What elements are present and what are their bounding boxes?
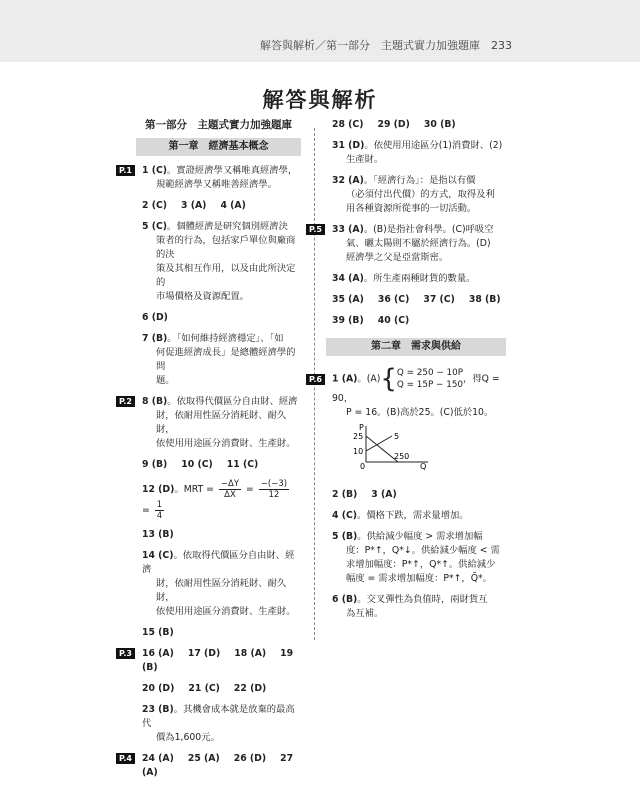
- answer-12: [136, 479, 301, 521]
- chapter-heading-2: 第二章 需求與供給: [326, 338, 506, 356]
- answer-key: 23 (B): [142, 704, 174, 715]
- answer-explanation: 。依取得代價區分自由財、經濟: [142, 550, 295, 575]
- page-header: [0, 0, 640, 62]
- answer-key: 24 (A): [142, 753, 174, 764]
- answer-key: 4 (A): [220, 200, 246, 211]
- answer-key: 31 (D): [332, 140, 365, 151]
- answer-key: 36 (C): [377, 294, 410, 305]
- answer-row: [136, 458, 301, 472]
- answer-13: [136, 528, 301, 542]
- page-badge: P.3: [116, 648, 135, 659]
- page-title: 解答與解析: [262, 87, 378, 112]
- answer-key: 3 (A): [181, 200, 207, 211]
- answer-explanation: 。依使用用途區分(1)消費財、(2): [364, 140, 503, 151]
- answer-key: 12 (D): [142, 484, 175, 495]
- answer-key: 20 (D): [142, 683, 175, 694]
- answer-34: [326, 272, 506, 286]
- answer-14: [136, 549, 301, 619]
- answer-explanation: 。交叉彈性為負值時，兩財貨互: [357, 594, 488, 605]
- answer-key: 4 (C): [332, 510, 358, 521]
- answer-row: [119, 752, 301, 780]
- answer-7: [136, 332, 301, 388]
- answer-6: [136, 311, 301, 325]
- answer-key: 17 (D): [187, 648, 221, 659]
- answer-key: 27 (A): [142, 753, 294, 778]
- answer-c2-6: [326, 593, 506, 621]
- answer-explanation: 策及其相互作用，以及由此所決定的: [156, 263, 296, 288]
- page-badge: P.4: [116, 753, 135, 764]
- answer-key: 21 (C): [188, 683, 220, 694]
- answer-explanation: 。其機會成本就是放棄的最高代: [142, 704, 295, 729]
- answer-row: [326, 293, 506, 307]
- answer-explanation: 。價格下跌，需求量增加。: [357, 510, 469, 521]
- answer-key: 16 (A): [142, 648, 174, 659]
- answer-explanation: 。實證經濟學又稱唯真經濟學，: [167, 165, 298, 176]
- page-badge: P.1: [116, 165, 135, 176]
- answer-key: 30 (B): [423, 119, 456, 130]
- answer-explanation: 。「經濟行為」：是指以有價: [363, 175, 476, 186]
- answer-key: 38 (B): [468, 294, 501, 305]
- answer-key: 1 (C): [142, 165, 168, 176]
- fraction: $\frac{-(-3)}{12}$: [260, 479, 288, 500]
- tick-label: 5: [394, 432, 400, 441]
- answer-key: 26 (D): [233, 753, 267, 764]
- x-axis-label: Q: [420, 462, 427, 470]
- answer-key: 35 (A): [332, 294, 364, 305]
- origin-label: 0: [360, 462, 366, 470]
- answer-key: 22 (D): [233, 683, 267, 694]
- answer-key: 29 (D): [377, 119, 410, 130]
- answer-32: [326, 174, 506, 216]
- answer-key: 10 (C): [181, 459, 213, 470]
- answer-explanation: 規範經濟學又稱唯善經濟學。: [156, 179, 277, 190]
- answer-explanation: 為互補。: [346, 608, 384, 619]
- answer-key: 2 (C): [142, 200, 168, 211]
- answer-31: [326, 139, 506, 167]
- answer-33: [309, 223, 506, 265]
- answer-row: [326, 118, 506, 132]
- answer-key: 33 (A): [332, 224, 364, 235]
- answer-key: 15 (B): [142, 627, 174, 638]
- answer-key: 40 (C): [377, 315, 410, 326]
- answer-key: 34 (A): [332, 273, 364, 284]
- answer-key: 37 (C): [423, 294, 455, 305]
- answer-explanation: 求增加幅度：P*↑，Q*↑。供給減少: [346, 559, 496, 570]
- answer-key: 1 (A): [332, 373, 358, 385]
- answer-5: [136, 220, 301, 304]
- answer-explanation: 。依取得代價區分自由財、經濟: [167, 396, 298, 407]
- page-badge: P.2: [116, 396, 135, 407]
- answer-key: 19 (B): [142, 648, 294, 673]
- answer-key: 3 (A): [371, 489, 397, 500]
- answer-key: 39 (B): [332, 315, 364, 326]
- answer-explanation: （必須付出代價）的方式，取得及利: [346, 189, 495, 200]
- answer-key: 32 (A): [332, 175, 364, 186]
- answer-key: 11 (C): [226, 459, 259, 470]
- equals-sign: =: [142, 505, 150, 516]
- answer-explanation: 何促進經濟成長」是總體經濟學的問: [156, 347, 296, 372]
- left-column: [119, 118, 301, 787]
- answer-explanation: 。(A): [357, 373, 381, 385]
- right-column: [309, 118, 506, 628]
- answer-explanation: 用各種資源所從事的一切活動。: [346, 203, 477, 214]
- answer-explanation: 財，依耐用性區分消耗財、耐久財，: [156, 410, 287, 435]
- answer-explanation: 價為1,600元。: [156, 732, 220, 743]
- equation-system: Q = 250 − 10P Q = 15P − 150: [396, 368, 464, 390]
- answer-explanation: 。供給減少幅度 > 需求增加幅: [357, 531, 483, 542]
- answer-key: 2 (B): [332, 489, 358, 500]
- answer-explanation: P = 16。(B)高於25。(C)低於10。: [346, 407, 494, 418]
- page-badge: P.6: [306, 374, 325, 385]
- answer-row: [326, 488, 506, 502]
- answer-row: [326, 314, 506, 328]
- answer-c2-5: [326, 530, 506, 586]
- supply-demand-graph: [352, 422, 442, 470]
- running-header: 解答與解析／第一部分 主題式實力加強題庫 233: [260, 39, 512, 52]
- answer-explanation: 。(B)是指社會科學。(C)呼吸空: [363, 224, 494, 235]
- answer-key: 25 (A): [187, 753, 220, 764]
- answer-explanation: 策者的行為，包括家戶單位與廠商的決: [156, 235, 296, 260]
- fraction: $\frac{1}{4}$: [156, 500, 163, 521]
- answer-key: 6 (D): [142, 312, 168, 323]
- answer-key: 18 (A): [234, 648, 267, 659]
- answer-explanation: 經濟學之父是亞當斯密。: [346, 252, 449, 263]
- answer-key: 9 (B): [142, 459, 168, 470]
- answer-1: [119, 164, 301, 192]
- answer-row: [136, 682, 301, 696]
- answer-key: 13 (B): [142, 529, 174, 540]
- page-badge: P.5: [306, 224, 325, 235]
- answer-row: [136, 199, 301, 213]
- answer-c2-4: [326, 509, 506, 523]
- answer-explanation: 度：P*↑，Q*↓。供給減少幅度 < 需: [346, 545, 500, 556]
- answer-explanation: 財，依耐用性區分消耗財、耐久財，: [156, 578, 287, 603]
- answer-key: 28 (C): [332, 119, 364, 130]
- tick-label: 25: [353, 432, 364, 441]
- answer-8: [119, 395, 301, 451]
- answer-explanation: 。個體經濟是研究個別經濟決: [167, 221, 288, 232]
- supply-line: [366, 436, 392, 451]
- answer-key: 8 (B): [142, 396, 168, 407]
- answer-explanation: 幅度 = 需求增加幅度：P*↑，Q̄*。: [346, 573, 492, 584]
- answer-explanation: 。所生產兩種財貨的數量。: [363, 273, 476, 284]
- fraction: $\frac{-\Delta Y}{\Delta X}$: [220, 479, 240, 500]
- answer-key: 14 (C): [142, 550, 174, 561]
- answer-c2-1: [309, 364, 506, 481]
- answer-explanation: 市場價格及資源配置。: [156, 291, 249, 302]
- answer-key: 5 (C): [142, 221, 168, 232]
- answer-key: 5 (B): [332, 531, 358, 542]
- answer-explanation: 。「如何維持經濟穩定」、「如: [167, 333, 284, 344]
- tick-label: 10: [353, 447, 364, 456]
- chapter-heading-1: 第一章 經濟基本概念: [136, 138, 301, 156]
- answer-explanation: 生產財。: [346, 154, 384, 165]
- answer-row: [119, 647, 301, 675]
- answer-explanation: 依使用用途區分消費財、生產財。: [156, 438, 296, 449]
- part-title: 第一部分 主題式實力加強題庫: [145, 119, 292, 131]
- answer-explanation: 依使用用途區分消費財、生產財。: [156, 606, 296, 617]
- answer-key: 7 (B): [142, 333, 168, 344]
- answer-explanation: 氣、曬太陽則不屬於經濟行為。(D): [346, 238, 491, 249]
- answer-explanation: ，得Q = 90，: [332, 373, 500, 404]
- answer-23: [136, 703, 301, 745]
- equals-sign: =: [246, 484, 254, 495]
- y-axis-label: P: [359, 423, 364, 432]
- formula-text: 。MRT =: [174, 484, 214, 495]
- brace: {: [380, 364, 397, 394]
- tick-label: 250: [394, 452, 410, 461]
- answer-key: 6 (B): [332, 594, 358, 605]
- answer-explanation: 題。: [156, 375, 175, 386]
- answer-15: [136, 626, 301, 640]
